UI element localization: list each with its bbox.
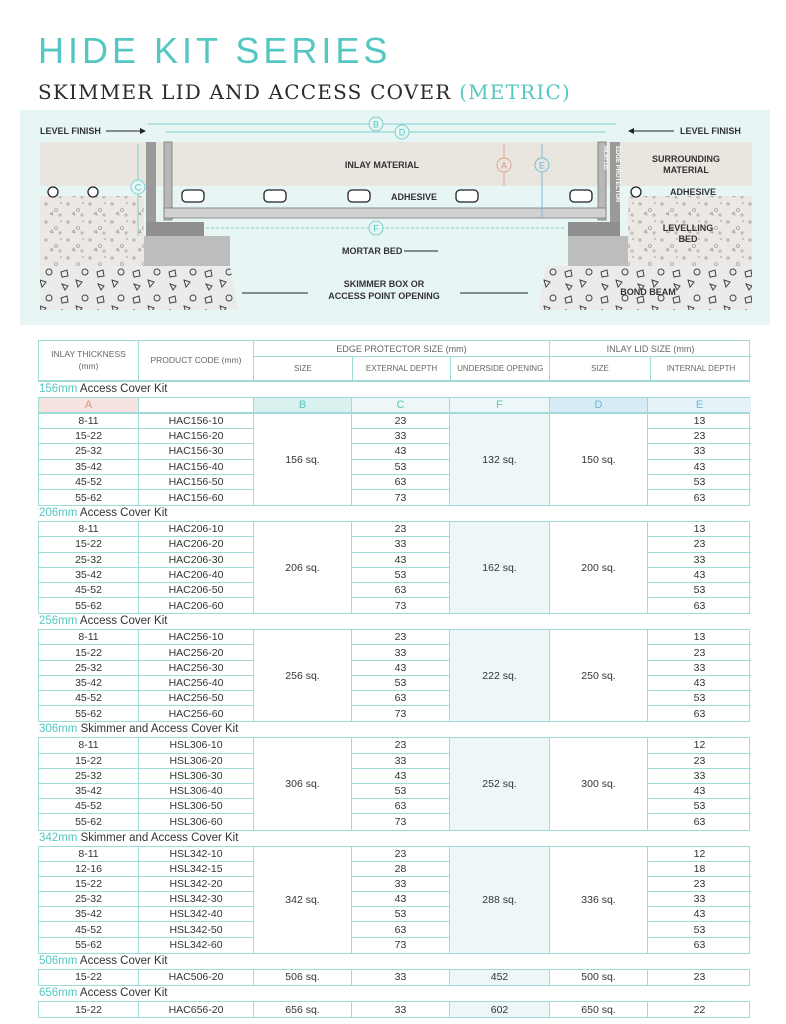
product-code-cell: HAC256-40	[139, 676, 254, 691]
label-surrounding-2: MATERIAL	[663, 165, 709, 175]
inlay-thickness-cell: 15-22	[39, 645, 139, 660]
lid-size-cell: 500 sq.	[550, 970, 648, 985]
inlay-thickness-cell: 55-62	[39, 814, 139, 829]
external-depth-cell: 63	[352, 922, 450, 937]
external-depth-cell: 33	[352, 429, 450, 444]
external-depth-cell: 23	[352, 522, 450, 537]
column-letter: D	[550, 398, 648, 412]
label-adhesive-center: ADHESIVE	[390, 192, 438, 202]
header-edge-size: SIZE	[254, 357, 353, 380]
column-letter: C	[352, 398, 450, 412]
product-code-cell: HSL306-10	[139, 738, 254, 753]
external-depth-cell: 23	[352, 630, 450, 645]
label-levelling-1: LEVELLING	[662, 223, 714, 233]
underside-opening-cell: 452	[450, 970, 550, 985]
external-depth-cell: 73	[352, 938, 450, 953]
product-code-cell: HAC256-10	[139, 630, 254, 645]
product-code-cell: HSL342-40	[139, 907, 254, 922]
label-level-finish-right: LEVEL FINISH	[680, 126, 741, 136]
lid-size-cell: 336 sq.	[550, 847, 648, 953]
edge-size-cell: 156 sq.	[254, 414, 352, 505]
inlay-thickness-cell: 45-52	[39, 922, 139, 937]
kit-size: 506mm	[39, 954, 78, 967]
internal-depth-cell: 43	[648, 568, 751, 583]
internal-depth-cell: 12	[648, 738, 751, 753]
header-edge-group-title: EDGE PROTECTOR SIZE (mm)	[254, 341, 549, 357]
external-depth-cell: 43	[352, 444, 450, 459]
kit-table-block	[38, 629, 750, 722]
internal-depth-cell: 22	[693, 1003, 706, 1016]
edge-size-cell: 506 sq.	[254, 970, 352, 985]
product-code-cell: HAC156-30	[139, 444, 254, 459]
adhesive-dot	[48, 187, 58, 197]
kit-title	[38, 831, 750, 846]
edge-size-cell: 306 sq.	[254, 738, 352, 829]
lid-base	[164, 208, 606, 218]
product-code-cell: HSL342-15	[139, 862, 254, 877]
edge-protector-left	[146, 142, 156, 236]
header-lid-group	[550, 341, 751, 380]
inlay-thickness-cell: 8-11	[39, 414, 139, 429]
external-depth-cell: 43	[352, 553, 450, 568]
lid-size-cell: 250 sq.	[550, 630, 648, 721]
external-depth-cell: 23	[352, 847, 450, 862]
label-inlay-material: INLAY MATERIAL	[344, 160, 420, 170]
inlay-thickness-cell: 35-42	[39, 784, 139, 799]
marker-b-label: B	[372, 119, 380, 130]
lid-size-cell: 300 sq.	[550, 738, 648, 829]
kit-title	[38, 506, 750, 521]
external-depth-cell: 53	[352, 460, 450, 475]
external-depth-cell: 33	[352, 754, 450, 769]
kit-size: 256mm	[39, 615, 78, 628]
inlay-thickness-cell: 15-22	[39, 1002, 139, 1017]
label-adhesive-right: ADHESIVE	[670, 187, 717, 197]
internal-depth-cell: 23	[648, 429, 751, 444]
marker-e-label: E	[538, 160, 546, 171]
external-depth-cell: 63	[352, 799, 450, 814]
external-depth-cell: 33	[352, 1002, 450, 1017]
external-depth-cell: 53	[352, 907, 450, 922]
internal-depth-cell: 18	[648, 862, 751, 877]
column-letter: A	[39, 398, 139, 412]
internal-depth-cell: 63	[693, 815, 706, 828]
product-code-cell: HSL342-50	[139, 922, 254, 937]
kit-table-block	[38, 846, 750, 954]
inlay-thickness-cell: 35-42	[39, 907, 139, 922]
label-mortar-bed: MORTAR BED	[342, 246, 403, 256]
cross-section-diagram	[20, 110, 770, 325]
edge-size-cell: 656 sq.	[254, 1002, 352, 1017]
internal-depth-cell: 33	[648, 553, 751, 568]
internal-depth-cell: 53	[648, 922, 751, 937]
header-product-code: PRODUCT CODE (mm)	[139, 341, 254, 380]
kit-name: Access Cover Kit	[79, 987, 168, 999]
external-depth-cell: 53	[352, 568, 450, 583]
label-surrounding-1: SURROUNDING	[651, 154, 721, 164]
external-depth-cell: 23	[352, 738, 450, 753]
bond-beam-left	[40, 266, 238, 310]
kit-name: Skimmer and Access Cover Kit	[80, 723, 239, 736]
internal-depth-cell: 43	[648, 460, 751, 475]
product-code-cell: HSL306-40	[139, 784, 254, 799]
underside-opening-cell: 222 sq.	[450, 630, 550, 721]
kit-sections	[38, 382, 750, 1018]
adhesive-dab	[348, 190, 370, 202]
external-depth-cell: 73	[352, 598, 450, 613]
label-level-finish-left: LEVEL FINISH	[40, 126, 101, 136]
external-depth-cell: 23	[352, 414, 450, 429]
internal-depth-cell: 53	[648, 583, 751, 598]
inlay-thickness-cell: 55-62	[39, 598, 139, 613]
label-skimmer-1: SKIMMER BOX OR	[343, 279, 425, 289]
label-inlay-lid: INLAY LID	[602, 146, 608, 170]
inlay-thickness-cell: 15-22	[39, 754, 139, 769]
external-depth-cell: 63	[352, 475, 450, 490]
inlay-thickness-cell: 15-22	[39, 970, 139, 985]
product-code-cell: HAC156-20	[139, 429, 254, 444]
label-levelling-2: BED	[678, 234, 698, 244]
inlay-thickness-cell: 15-22	[39, 877, 139, 892]
inlay-thickness-cell: 8-11	[39, 738, 139, 753]
external-depth-cell: 63	[352, 583, 450, 598]
external-depth-cell: 43	[352, 661, 450, 676]
inlay-thickness-cell: 8-11	[39, 630, 139, 645]
internal-depth-cell: 33	[648, 661, 751, 676]
inlay-thickness-cell: 8-11	[39, 522, 139, 537]
inlay-thickness-cell: 45-52	[39, 583, 139, 598]
product-code-cell: HAC206-10	[139, 522, 254, 537]
internal-depth-cell: 12	[648, 847, 751, 862]
external-depth-cell: 53	[352, 676, 450, 691]
internal-depth-cell: 33	[648, 769, 751, 784]
product-code-cell: HSL342-20	[139, 877, 254, 892]
header-lid-size: SIZE	[550, 357, 651, 380]
edge-flange-left	[146, 222, 204, 236]
internal-depth-cell: 43	[648, 676, 751, 691]
inlay-thickness-cell: 35-42	[39, 676, 139, 691]
inlay-thickness-cell: 45-52	[39, 475, 139, 490]
inlay-thickness-cell: 25-32	[39, 444, 139, 459]
column-letter	[139, 398, 254, 412]
product-code-cell: HSL306-60	[139, 814, 254, 829]
marker-a-label: A	[500, 160, 508, 171]
external-depth-cell: 43	[352, 892, 450, 907]
header-edge-group	[254, 341, 550, 380]
internal-depth-cell: 63	[693, 707, 706, 720]
adhesive-dab	[456, 190, 478, 202]
inlay-thickness-cell: 45-52	[39, 799, 139, 814]
header-internal-depth: INTERNAL DEPTH	[666, 363, 736, 373]
external-depth-cell: 33	[352, 877, 450, 892]
external-depth-cell: 53	[352, 784, 450, 799]
inlay-thickness-cell: 8-11	[39, 847, 139, 862]
underside-opening-cell: 252 sq.	[450, 738, 550, 829]
kit-size: 306mm	[39, 723, 78, 736]
underside-opening-cell: 602	[450, 1002, 550, 1017]
arrowhead	[628, 128, 634, 134]
product-code-cell: HSL306-50	[139, 799, 254, 814]
kit-title	[38, 614, 750, 629]
internal-depth-cell: 33	[648, 444, 751, 459]
adhesive-dot	[631, 187, 641, 197]
internal-depth-cell: 63	[693, 939, 706, 952]
kit-title	[38, 986, 750, 1001]
external-depth-cell: 33	[352, 645, 450, 660]
internal-depth-cell: 23	[648, 754, 751, 769]
external-depth-cell: 63	[352, 691, 450, 706]
product-code-cell: HAC156-60	[139, 490, 254, 505]
inlay-thickness-cell: 15-22	[39, 429, 139, 444]
column-letter-row	[38, 397, 750, 413]
edge-size-cell: 206 sq.	[254, 522, 352, 613]
product-code-cell: HSL306-20	[139, 754, 254, 769]
mortar-bed-right	[568, 236, 628, 266]
marker-f-label: F	[373, 223, 379, 234]
inlay-thickness-cell: 45-52	[39, 691, 139, 706]
external-depth-cell: 28	[352, 862, 450, 877]
inlay-thickness-cell: 25-32	[39, 553, 139, 568]
internal-depth-cell: 13	[648, 522, 751, 537]
inlay-thickness-cell: 25-32	[39, 769, 139, 784]
header-inlay-thickness: INLAY THICKNESS (mm)	[39, 341, 139, 380]
underside-opening-cell: 132 sq.	[450, 414, 550, 505]
kit-name: Access Cover Kit	[79, 507, 168, 520]
internal-depth-cell: 43	[648, 907, 751, 922]
marker-c-label: C	[134, 182, 142, 193]
adhesive-dab	[264, 190, 286, 202]
internal-depth-cell: 53	[648, 475, 751, 490]
lid-size-cell: 200 sq.	[550, 522, 648, 613]
kit-size: 206mm	[39, 507, 78, 520]
internal-depth-cell: 63	[693, 491, 706, 504]
internal-depth-cell: 23	[648, 877, 751, 892]
kit-name: Access Cover Kit	[79, 954, 168, 967]
marker-d-label: D	[398, 127, 406, 138]
product-code-cell: HAC256-50	[139, 691, 254, 706]
kit-name: Skimmer and Access Cover Kit	[80, 831, 239, 844]
internal-depth-cell: 33	[648, 892, 751, 907]
column-letter: E	[648, 398, 751, 412]
label-bond-beam: BOND BEAM	[620, 287, 676, 297]
internal-depth-cell: 23	[648, 645, 751, 660]
inlay-thickness-cell: 25-32	[39, 661, 139, 676]
adhesive-dab	[182, 190, 204, 202]
adhesive-dab	[570, 190, 592, 202]
column-letter: F	[450, 398, 550, 412]
underside-opening-cell: 288 sq.	[450, 847, 550, 953]
edge-size-cell: 256 sq.	[254, 630, 352, 721]
header-lid-group-title: INLAY LID SIZE (mm)	[550, 341, 751, 357]
kit-name: Access Cover Kit	[79, 615, 168, 628]
product-code-cell: HAC506-20	[139, 970, 254, 985]
lid-size-cell: 150 sq.	[550, 414, 648, 505]
product-code-cell: HAC206-50	[139, 583, 254, 598]
header-underside-opening: UNDERSIDE OPENING	[457, 363, 544, 373]
external-depth-cell: 33	[352, 537, 450, 552]
levelling-bed-left	[40, 196, 144, 266]
product-code-cell: HSL342-10	[139, 847, 254, 862]
product-code-cell: HAC156-50	[139, 475, 254, 490]
subtitle-metric: (METRIC)	[459, 80, 571, 104]
kit-title	[38, 382, 750, 397]
inlay-thickness-cell: 12-16	[39, 862, 139, 877]
inlay-thickness-cell: 55-62	[39, 706, 139, 721]
external-depth-cell: 73	[352, 814, 450, 829]
header-external-depth: EXTERNAL DEPTH	[353, 357, 452, 380]
inlay-thickness-cell: 35-42	[39, 568, 139, 583]
kit-name: Access Cover Kit	[79, 383, 168, 395]
product-code-cell: HAC206-20	[139, 537, 254, 552]
product-code-cell: HAC256-60	[139, 706, 254, 721]
specification-table	[38, 340, 750, 1018]
inlay-thickness-cell: 35-42	[39, 460, 139, 475]
kit-size: 156mm	[39, 383, 78, 395]
product-code-cell: HAC206-60	[139, 598, 254, 613]
column-letter: B	[254, 398, 352, 412]
kit-size: 656mm	[39, 987, 78, 999]
page-subtitle	[38, 80, 571, 104]
product-code-cell: HAC656-20	[139, 1002, 254, 1017]
edge-size-cell: 342 sq.	[254, 847, 352, 953]
product-code-cell: HSL342-30	[139, 892, 254, 907]
label-edge-protector: EDGE PROTECTOR	[614, 146, 620, 203]
product-code-cell: HAC256-30	[139, 661, 254, 676]
table-header	[38, 340, 750, 382]
inlay-thickness-cell: 55-62	[39, 490, 139, 505]
inlay-thickness-cell: 15-22	[39, 537, 139, 552]
kit-table-block	[38, 737, 750, 830]
internal-depth-cell: 23	[648, 537, 751, 552]
internal-depth-cell: 53	[648, 691, 751, 706]
inlay-thickness-cell: 25-32	[39, 892, 139, 907]
kit-size: 342mm	[39, 831, 78, 844]
kit-title	[38, 722, 750, 737]
kit-table-block	[38, 969, 750, 986]
arrowhead	[140, 128, 146, 134]
external-depth-cell: 73	[352, 706, 450, 721]
underside-opening-cell: 162 sq.	[450, 522, 550, 613]
inlay-thickness-cell: 55-62	[39, 938, 139, 953]
page-title: HIDE KIT SERIES	[38, 30, 392, 71]
internal-depth-cell: 43	[648, 784, 751, 799]
adhesive-dot	[88, 187, 98, 197]
internal-depth-cell: 53	[648, 799, 751, 814]
kit-table-block	[38, 1001, 750, 1018]
kit-table-block	[38, 521, 750, 614]
kit-table-block	[38, 413, 750, 506]
lid-size-cell: 650 sq.	[550, 1002, 648, 1017]
product-code-cell: HAC156-40	[139, 460, 254, 475]
product-code-cell: HSL342-60	[139, 938, 254, 953]
product-code-cell: HAC206-40	[139, 568, 254, 583]
internal-depth-cell: 23	[693, 971, 706, 984]
subtitle-main: SKIMMER LID AND ACCESS COVER	[38, 80, 452, 104]
internal-depth-cell: 13	[648, 630, 751, 645]
internal-depth-cell: 63	[693, 599, 706, 612]
label-skimmer-2: ACCESS POINT OPENING	[328, 291, 440, 301]
edge-flange-right	[568, 222, 620, 236]
cross-section-svg	[20, 110, 770, 325]
product-code-cell: HAC206-30	[139, 553, 254, 568]
product-code-cell: HSL306-30	[139, 769, 254, 784]
external-depth-cell: 43	[352, 769, 450, 784]
external-depth-cell: 73	[352, 490, 450, 505]
mortar-bed-left	[144, 236, 230, 266]
kit-title	[38, 954, 750, 969]
product-code-cell: HAC156-10	[139, 414, 254, 429]
product-code-cell: HAC256-20	[139, 645, 254, 660]
external-depth-cell: 33	[352, 970, 450, 985]
internal-depth-cell: 13	[648, 414, 751, 429]
